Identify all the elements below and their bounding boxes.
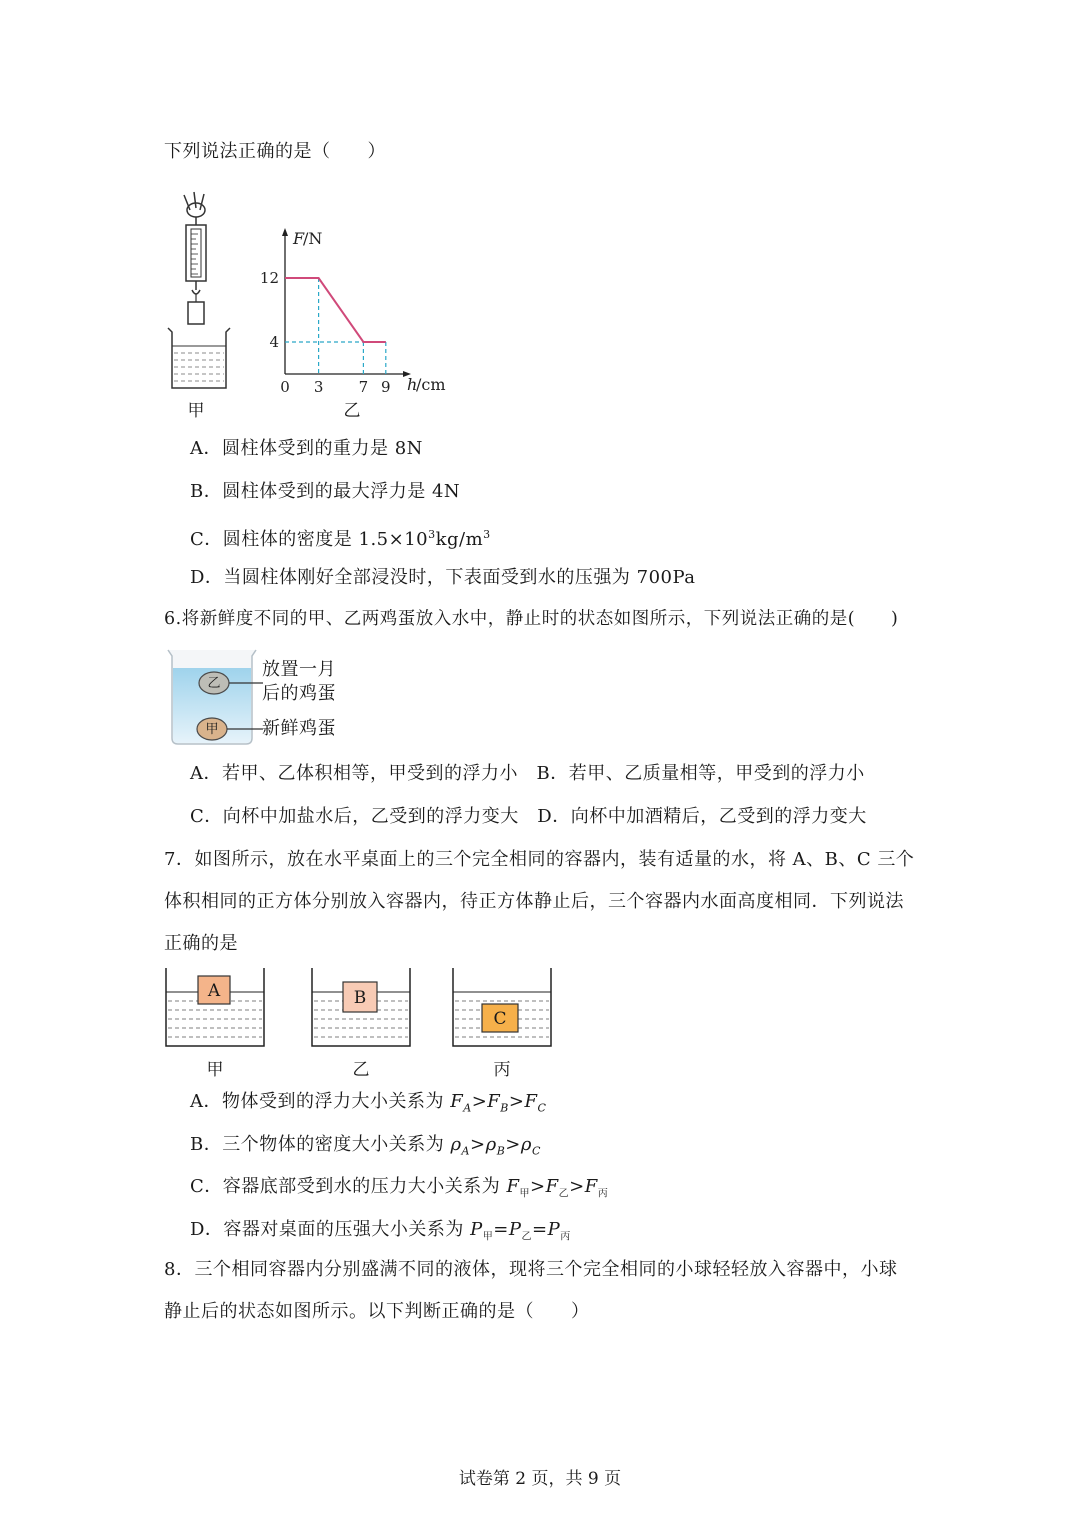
q5-option-c-unit: kg/m (435, 529, 484, 550)
q6-options-row-2[interactable]: C．向杯中加盐水后，乙受到的浮力变大 D．向杯中加酒精后，乙受到的浮力变大 (190, 806, 867, 827)
q7-stem-2: 体积相同的正方体分别放入容器内，待正方体静止后，三个容器内水面高度相同．下列说法 (164, 891, 904, 912)
container-bing (451, 968, 553, 1048)
q7-option-a-text: A．物体受到的浮力大小关系为 (190, 1091, 451, 1112)
sym-f-5: F (545, 1176, 559, 1197)
x-axis-label: h (407, 375, 418, 394)
sym-p-3: P (547, 1219, 561, 1240)
sym-p-2: P (508, 1219, 522, 1240)
spring-scale-figure (160, 190, 240, 400)
container-yi (310, 968, 412, 1048)
sym-rho-2: ρ (485, 1134, 497, 1155)
q5-option-c[interactable] (190, 523, 491, 552)
page-footer: 试卷第 2 页，共 9 页 (458, 1469, 622, 1489)
y-axis-label: F (293, 229, 305, 248)
q8-stem-2: 静止后的状态如图所示。以下判断正确的是（ ） (164, 1301, 590, 1322)
gt-2: > (508, 1091, 525, 1112)
sub-c-2: C (531, 1144, 541, 1158)
y-axis-unit: /N (303, 229, 323, 248)
q7-option-c[interactable] (190, 1175, 608, 1207)
sub-a-2: A (461, 1144, 470, 1158)
x-tick-label: 7 (358, 378, 369, 396)
q5-option-d[interactable]: D．当圆柱体刚好全部浸没时，下表面受到水的压强为 700Pa (190, 567, 696, 588)
fig-jia-label: 甲 (187, 401, 205, 421)
q5-option-b[interactable]: B．圆柱体受到的最大浮力是 4N (190, 481, 461, 502)
q6-options-row-1[interactable]: A．若甲、乙体积相等，甲受到的浮力小 B．若甲、乙质量相等，甲受到的浮力小 (190, 763, 865, 784)
sub-b-1: B (500, 1101, 509, 1115)
q7-option-d-text: D．容器对桌面的压强大小关系为 (190, 1219, 471, 1240)
q7-option-c-text: C．容器底部受到水的压力大小关系为 (190, 1176, 507, 1197)
x-tick-label: 3 (313, 378, 324, 396)
sub-bing-1: 丙 (597, 1188, 609, 1200)
y-axis-arrow (282, 228, 288, 236)
x-axis-unit: /cm (416, 375, 446, 394)
old-egg-label-2: 后的鸡蛋 (262, 683, 336, 704)
q7-stem-3: 正确的是 (164, 933, 238, 954)
gt-4: > (505, 1134, 521, 1155)
q7-option-a[interactable] (190, 1090, 546, 1121)
gt-3: > (470, 1134, 486, 1155)
egg-yi-label: 乙 (207, 676, 221, 691)
sym-f-1: F (450, 1091, 464, 1112)
block-c-label: C (493, 1009, 507, 1029)
sub-bing-2: 丙 (560, 1231, 571, 1243)
sym-f-6: F (584, 1176, 598, 1197)
container-bing-label: 丙 (493, 1060, 511, 1080)
sym-p-1: P (470, 1219, 483, 1240)
q5-option-c-sup2: 3 (483, 528, 491, 541)
fresh-egg-label: 新鲜鸡蛋 (262, 718, 336, 739)
sub-yi-1: 乙 (558, 1188, 570, 1200)
y-tick-label: 4 (269, 333, 279, 351)
sym-f-2: F (487, 1091, 501, 1112)
egg-jia-label: 甲 (205, 722, 219, 737)
gt-1: > (471, 1091, 488, 1112)
q7-option-d[interactable] (190, 1218, 571, 1250)
q5-stem-tail: 下列说法正确的是（ ） (164, 141, 386, 162)
q6-stem: 6.将新鲜度不同的甲、乙两鸡蛋放入水中，静止时的状态如图所示，下列说法正确的是( ) (164, 609, 899, 629)
block-a-label: A (207, 981, 221, 1001)
eq-1: = (493, 1219, 509, 1240)
container-jia-label: 甲 (206, 1060, 224, 1080)
f-h-chart (255, 222, 455, 402)
sym-f-4: F (506, 1176, 520, 1197)
q8-stem-1: 8．三个相同容器内分别盛满不同的液体，现将三个完全相同的小球轻轻放入容器中，小球 (164, 1259, 898, 1280)
q7-stem-1: 7．如图所示，放在水平桌面上的三个完全相同的容器内，装有适量的水，将 A、B、C 三个 (164, 849, 915, 870)
sub-a-1: A (463, 1101, 472, 1115)
container-jia (164, 968, 266, 1048)
x-tick-label: 9 (381, 378, 391, 396)
q7-option-b-text: B．三个物体的密度大小关系为 (190, 1134, 451, 1155)
y-tick-label: 12 (259, 269, 279, 287)
sym-rho-3: ρ (520, 1134, 532, 1155)
gt-6: > (569, 1176, 585, 1197)
series-line (285, 278, 386, 342)
sym-rho-1: ρ (450, 1134, 462, 1155)
sub-yi-2: 乙 (521, 1231, 532, 1243)
sub-c-1: C (537, 1101, 547, 1115)
q5-option-a[interactable]: A．圆柱体受到的重力是 8N (190, 438, 423, 459)
sym-f-3: F (524, 1091, 538, 1112)
q7-option-b[interactable] (190, 1133, 541, 1164)
block-b-label: B (353, 988, 367, 1008)
q5-option-c-sup: 3 (428, 528, 436, 541)
sub-b-2: B (496, 1144, 506, 1158)
q5-option-c-prefix: C．圆柱体的密度是 1.5×10 (190, 529, 429, 550)
fig-yi-label: 乙 (343, 401, 361, 421)
sub-jia-1: 甲 (519, 1188, 530, 1200)
x-tick-label: 0 (280, 378, 290, 396)
old-egg-label-1: 放置一月 (262, 659, 336, 680)
sub-jia-2: 甲 (482, 1231, 494, 1243)
container-yi-label: 乙 (352, 1060, 370, 1080)
eq-2: = (532, 1219, 548, 1240)
gt-5: > (530, 1176, 546, 1197)
